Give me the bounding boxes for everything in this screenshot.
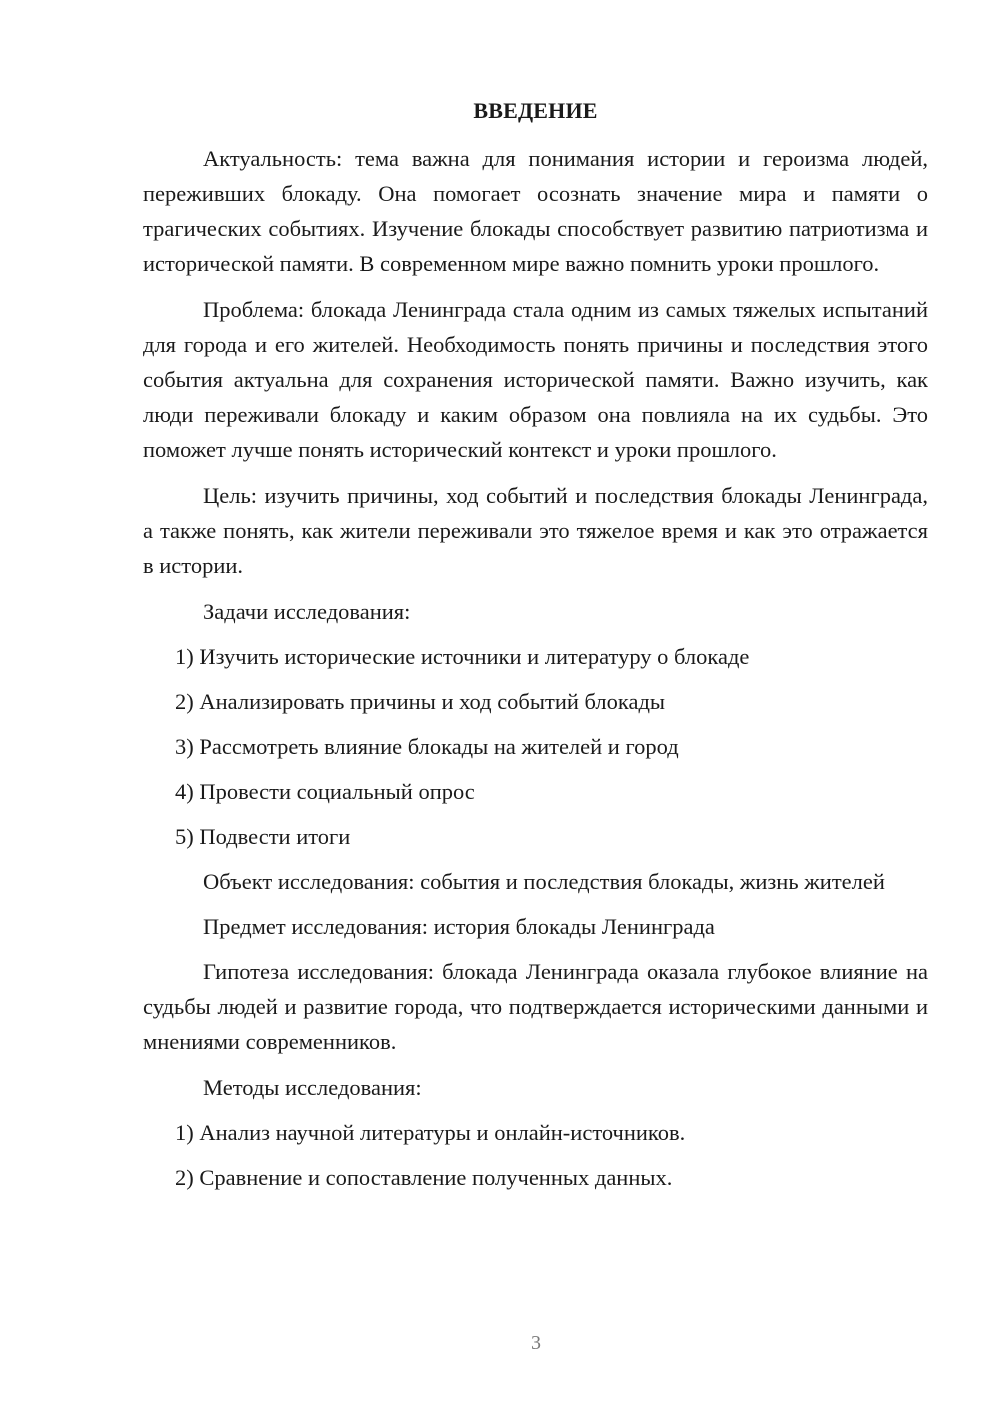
document-page xyxy=(143,96,928,1195)
page-number: 3 xyxy=(531,1332,541,1354)
task-item: 4) Провести социальный опрос xyxy=(175,779,475,804)
tasks-title: Задачи исследования: xyxy=(203,599,411,624)
object-paragraph: Объект исследования: события и последствия блокады, жизнь жителей xyxy=(203,869,885,894)
hypothesis-paragraph: Гипотеза исследования: блокада Ленинграда оказала глубокое влияние на судьбы людей и развитие города, что подтверждается историческими данными и мнениями современников. xyxy=(143,959,928,1054)
method-item: 1) Анализ научной литературы и онлайн-источников. xyxy=(175,1120,686,1145)
section-heading: ВВЕДЕНИЕ xyxy=(473,98,598,123)
relevance-paragraph: Актуальность: тема важна для понимания истории и героизма людей, переживших блокаду. Она помогает осознать значение мира и памяти о трагических событиях. Изучение блокады способствует развитию патриотизма и исторической памяти. В современном мире важно помнить уроки прошлого. xyxy=(143,146,928,276)
method-item: 2) Сравнение и сопоставление полученных данных. xyxy=(175,1165,673,1190)
methods-title: Методы исследования: xyxy=(203,1075,422,1100)
task-item: 5) Подвести итоги xyxy=(175,824,351,849)
task-item: 1) Изучить исторические источники и литературу о блокаде xyxy=(175,644,750,669)
goal-paragraph: Цель: изучить причины, ход событий и последствия блокады Ленинграда, а также понять, как жители переживали это тяжелое время и как это отражается в истории. xyxy=(143,483,928,578)
task-item: 3) Рассмотреть влияние блокады на жителей и город xyxy=(175,734,679,759)
subject-paragraph: Предмет исследования: история блокады Ленинграда xyxy=(203,914,715,939)
problem-paragraph: Проблема: блокада Ленинграда стала одним из самых тяжелых испытаний для города и его жителей. Необходимость понять причины и последствия этого события актуальна для сохранения исторической памяти. Важно изучить, как люди переживали блокаду и каким образом она повлияла на их судьбы. Это поможет лучше понять исторический контекст и уроки прошлого. xyxy=(143,297,928,462)
task-item: 2) Анализировать причины и ход событий блокады xyxy=(175,689,666,714)
